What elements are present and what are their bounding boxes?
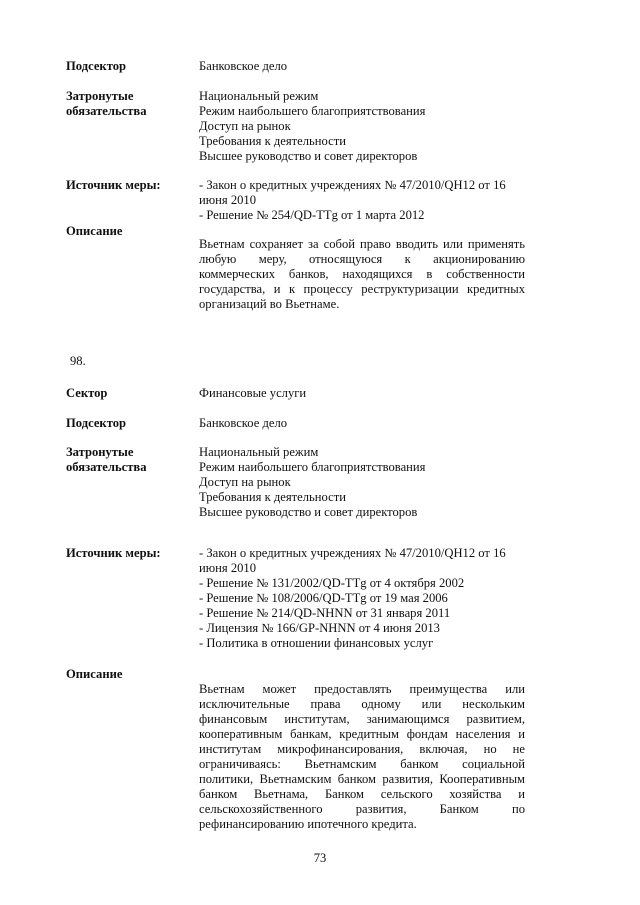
sector-value: Финансовые услуги (199, 386, 307, 400)
sector-label: Сектор (66, 386, 108, 400)
source-list (199, 546, 525, 651)
source-item: июня 2010 (199, 561, 257, 575)
subsector-value: Банковское дело (199, 59, 288, 73)
obligation-item: Доступ на рынок (199, 119, 291, 133)
page-number: 73 (313, 851, 327, 865)
description-label: Описание (66, 667, 123, 681)
source-item: - Решение № 108/2006/QD-TTg от 19 мая 2006 (199, 591, 448, 605)
description-text: Вьетнам может предоставлять преимущества или исключительные права одному или нескольким финансовым институтам, занимающимся развитием, кооперативным банкам, кредитным фондам населения и институтам микрофинансирования, включая, но не ограничиваясь: Вьетнамским банком социальной политики, Вьетнамским банком развития, Кооперативным банком Вьетнама, Банком сельского хозяйства и сельскохозяйственного развития, Банком по рефинансированию ипотечного кредита. (199, 682, 525, 831)
source-label: Источник меры: (66, 546, 161, 560)
obligation-item: Требования к деятельности (199, 490, 346, 504)
source-label: Источник меры: (66, 178, 161, 192)
obligation-item: Высшее руководство и совет директоров (199, 149, 418, 163)
source-item: - Политика в отношении финансовых услуг (199, 636, 434, 650)
obligations-list (199, 89, 525, 164)
obligations-label: Затронутые обязательства (66, 445, 147, 474)
source-item: - Решение № 254/QD-TTg от 1 марта 2012 (199, 208, 425, 222)
obligation-item: Национальный режим (199, 445, 319, 459)
subsector-label: Подсектор (66, 416, 127, 430)
source-item: - Закон о кредитных учреждениях № 47/2010/QH12 от 16 (199, 178, 506, 192)
source-item: - Лицензия № 166/GP-NHNN от 4 июня 2013 (199, 621, 440, 635)
obligation-item: Требования к деятельности (199, 134, 346, 148)
subsector-value: Банковское дело (199, 416, 288, 430)
source-item: - Закон о кредитных учреждениях № 47/2010/QH12 от 16 (199, 546, 506, 560)
source-item: - Решение № 214/QD-NHNN от 31 января 2011 (199, 606, 451, 620)
source-list (199, 178, 525, 223)
subsector-label: Подсектор (66, 59, 127, 73)
description-text: Вьетнам сохраняет за собой право вводить или применять любую меру, относящуюся к акционированию коммерческих банков, находящихся в собственности государства, и к процессу реструктуризации кредитных организаций во Вьетнаме. (199, 237, 525, 311)
source-item: - Решение № 131/2002/QD-TTg от 4 октября 2002 (199, 576, 465, 590)
obligation-item: Национальный режим (199, 89, 319, 103)
obligation-item: Режим наибольшего благоприятствования (199, 460, 426, 474)
obligation-item: Доступ на рынок (199, 475, 291, 489)
description-label: Описание (66, 224, 123, 238)
source-item: июня 2010 (199, 193, 257, 207)
entry-number: 98. (70, 354, 86, 368)
obligation-item: Высшее руководство и совет директоров (199, 505, 418, 519)
obligations-label: Затронутые обязательства (66, 89, 147, 118)
obligation-item: Режим наибольшего благоприятствования (199, 104, 426, 118)
obligations-list (199, 445, 525, 520)
